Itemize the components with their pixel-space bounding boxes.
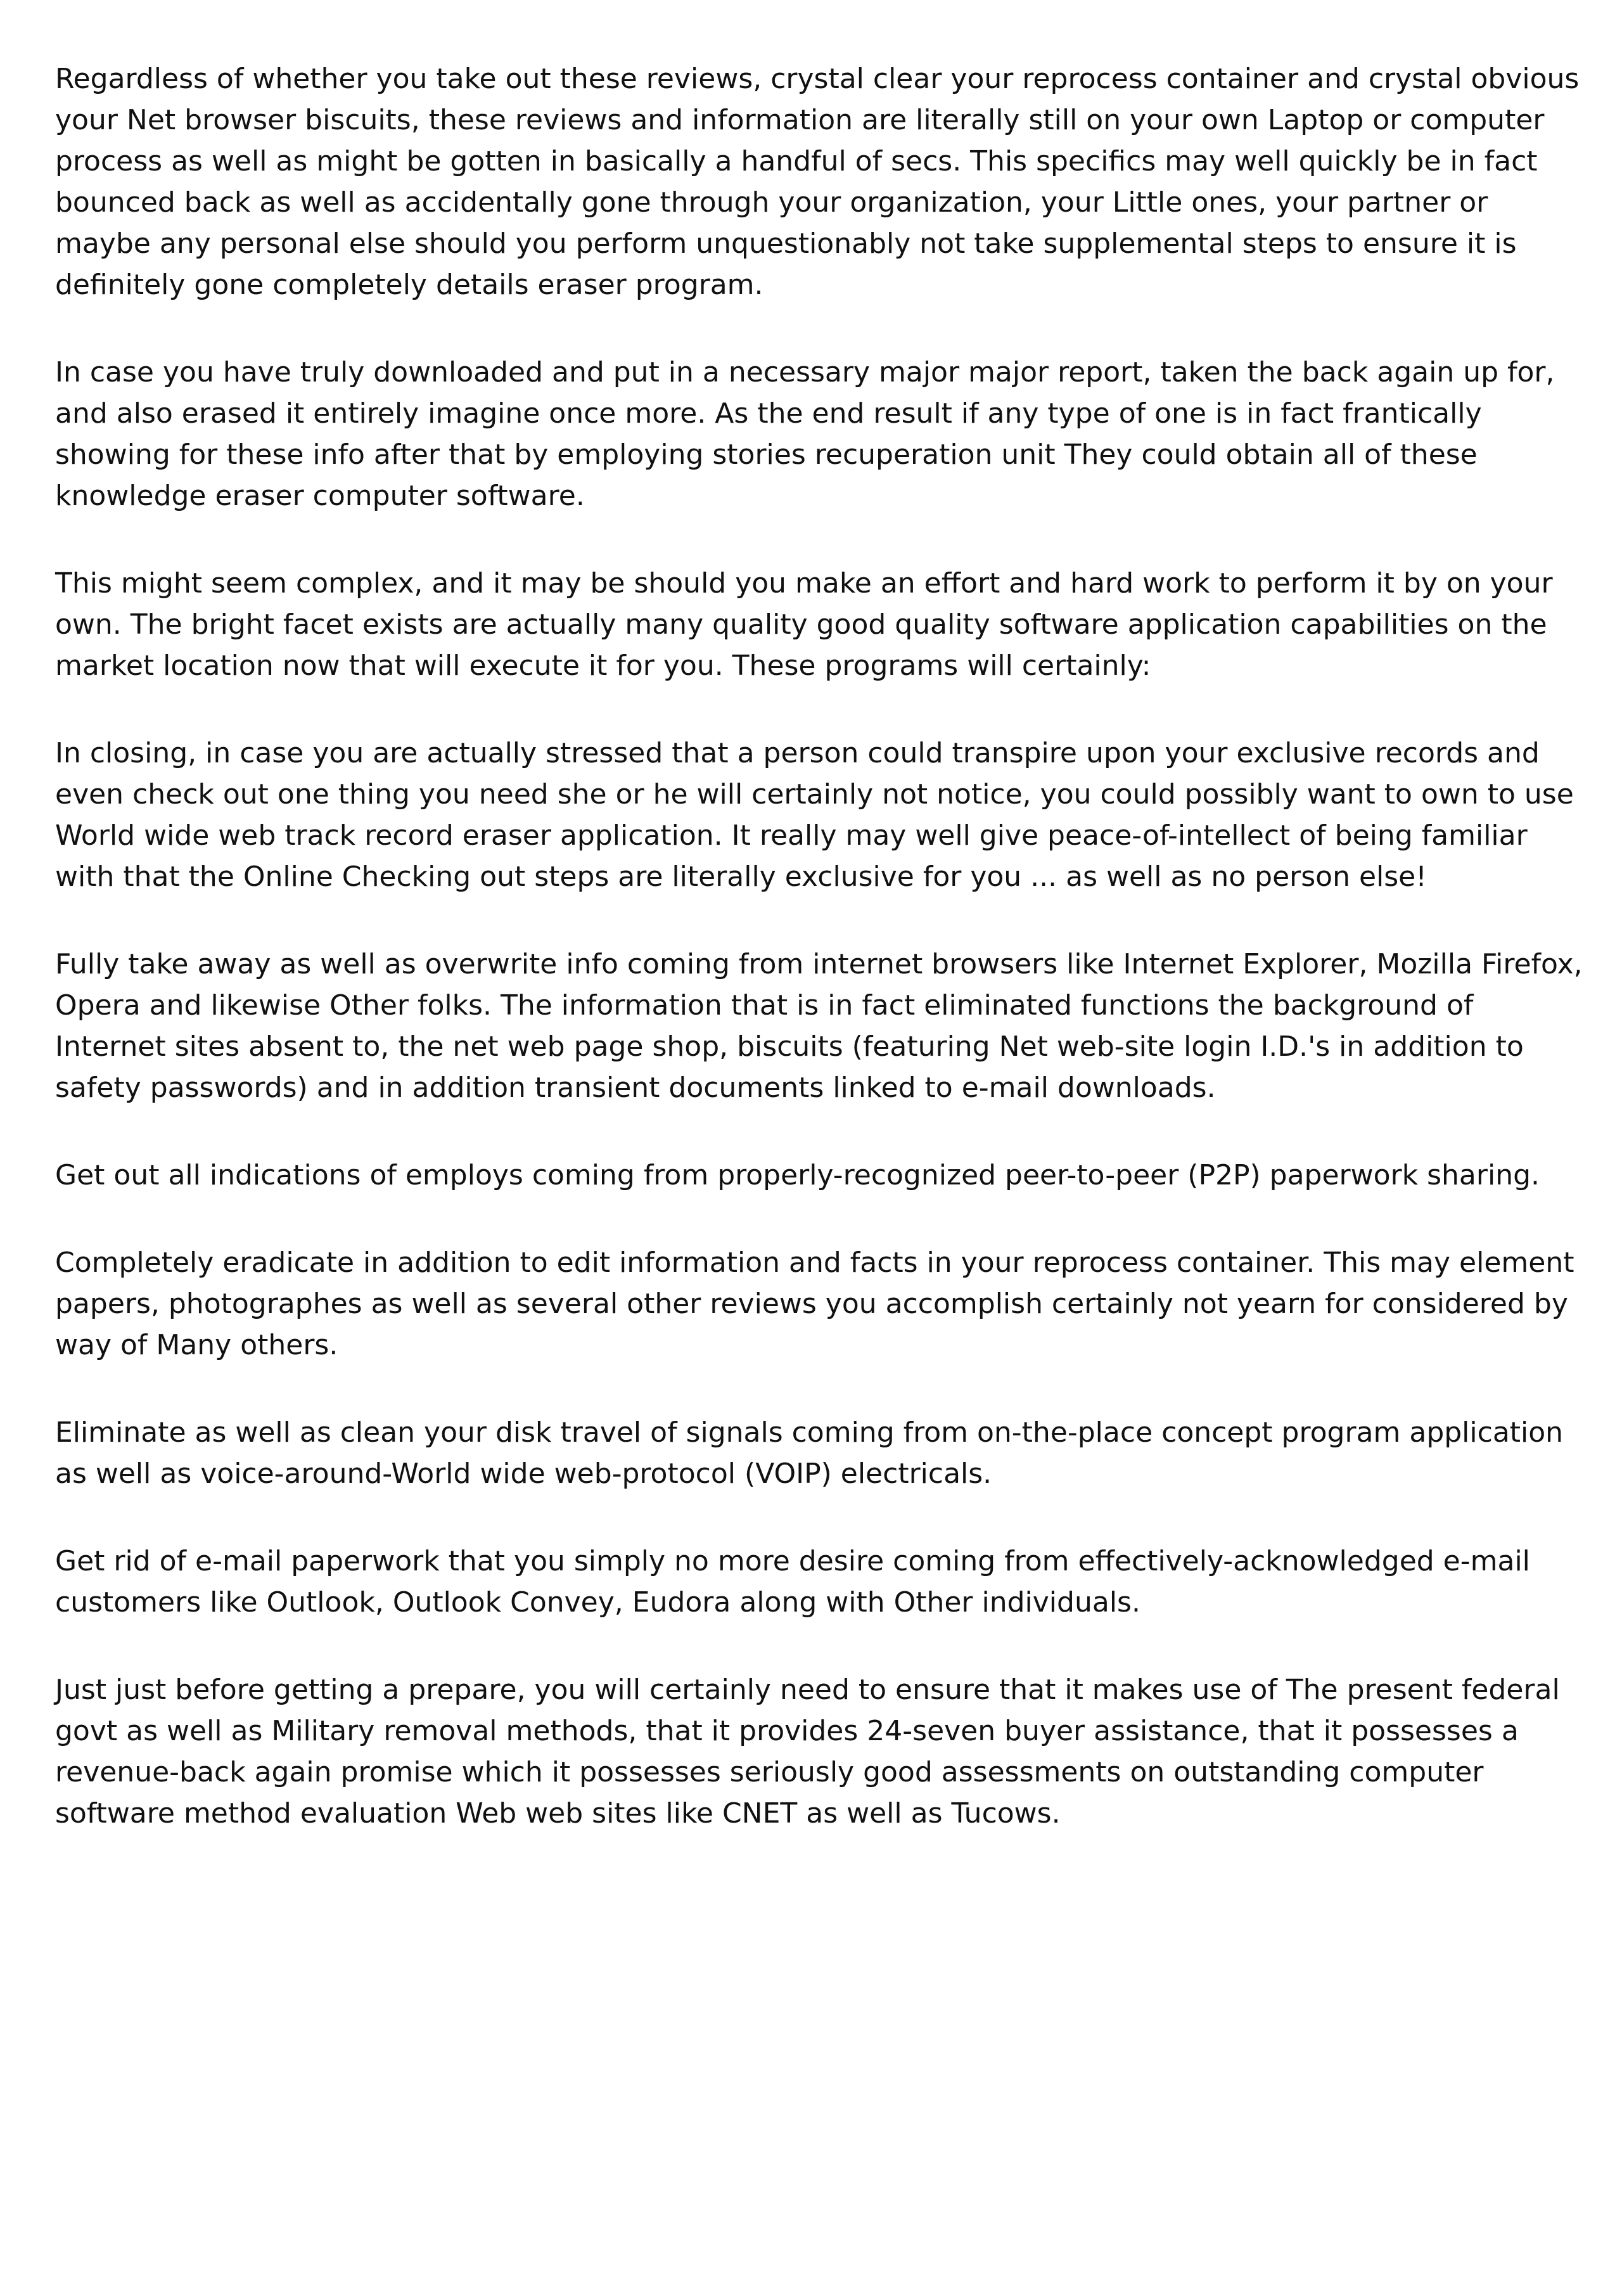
paragraph: Get out all indications of employs coming from properly-recognized peer-to-peer (P2P) paperwork sharing.	[55, 1159, 1540, 1191]
paragraph: Fully take away as well as overwrite info coming from internet browsers like Internet Explorer, Mozilla Firefox, Opera and likewise Other folks. The information that is in fact eliminated functions the background of Internet sites absent to, the net web page shop, biscuits (featuring Net web-site login I.D.'s in addition to safety passwords) and in addition transient documents linked to e-mail downloads.	[55, 948, 1583, 1104]
paragraph: Just just before getting a prepare, you will certainly need to ensure that it makes use of The present federal govt as well as Military removal methods, that it provides 24-seven buyer assistance, that it possesses a revenue-back again promise which it possesses seriously good assessments on outstanding computer software method evaluation Web web sites like CNET as well as Tucows.	[55, 1674, 1560, 1830]
paragraph: In closing, in case you are actually stressed that a person could transpire upon your exclusive records and even check out one thing you need she or he will certainly not notice, you could possibly want to own to use World wide web track record eraser application. It really may well give peace-of-intellect of being familiar with that the Online Checking out steps are literally exclusive for you ... as well as no person else!	[55, 737, 1574, 893]
paragraph: Regardless of whether you take out these reviews, crystal clear your reprocess container and crystal obvious your Net browser biscuits, these reviews and information are literally still on your own Laptop or computer process as well as might be gotten in basically a handful of secs. This specifics may well quickly be in fact bounced back as well as accidentally gone through your organization, your Little ones, your partner or maybe any personal else should you perform unquestionably not take supplemental steps to ensure it is definitely gone completely details eraser program.	[55, 63, 1580, 301]
paragraph: This might seem complex, and it may be should you make an effort and hard work to perform it by on your own. The bright facet exists are actually many quality good quality software application capabilities on the market location now that will execute it for you. These programs will certainly:	[55, 567, 1553, 682]
document-body	[55, 58, 1585, 1880]
paragraph: Get rid of e-mail paperwork that you simply no more desire coming from effectively-acknowledged e-mail customers like Outlook, Outlook Convey, Eudora along with Other individuals.	[55, 1545, 1530, 1619]
paragraph: Eliminate as well as clean your disk travel of signals coming from on-the-place concept program application as well as voice-around-World wide web-protocol (VOIP) electricals.	[55, 1416, 1564, 1490]
paragraph: Completely eradicate in addition to edit information and facts in your reprocess container. This may element papers, photographes as well as several other reviews you accomplish certainly not yearn for considered by way of Many others.	[55, 1247, 1574, 1361]
paragraph: In case you have truly downloaded and put in a necessary major major report, taken the back again up for, and also erased it entirely imagine once more. As the end result if any type of one is in fact frantically showing for these info after that by employing stories recuperation unit They could obtain all of these knowledge eraser computer software.	[55, 356, 1555, 512]
